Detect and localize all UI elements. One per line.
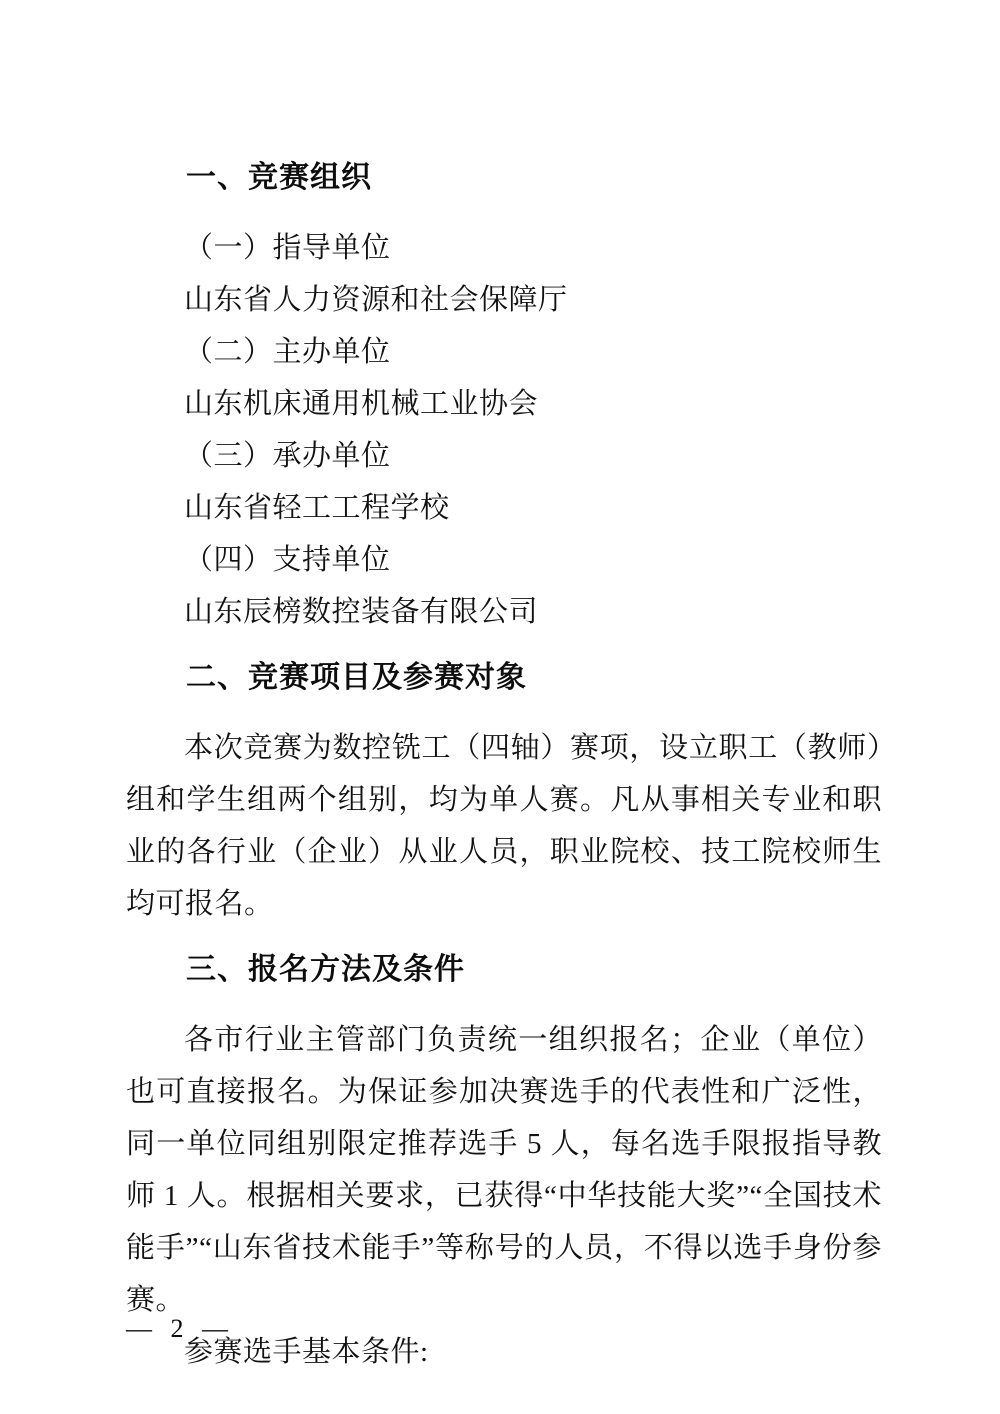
section-3-heading: 三、报名方法及条件	[186, 953, 465, 986]
section-1-item-3-unit: 山东省轻工工程学校	[184, 492, 450, 524]
section-2-paragraph: 本次竞赛为数控铣工（四轴）赛项，设立职工（教师）组和学生组两个组别，均为单人赛。凡从事相关专业和职业的各行业（企业）从业人员，职业院校、技工院校师生均可报名。	[126, 732, 882, 920]
section-1-item-4-unit: 山东辰榜数控装备有限公司	[184, 596, 539, 628]
section-1-item-4-label: （四）支持单位	[184, 544, 391, 576]
section-1-heading: 一、竞赛组织	[186, 161, 372, 194]
section-3-paragraph-2: 参赛选手基本条件:	[184, 1336, 429, 1368]
document-body	[126, 158, 882, 1378]
section-1-item-3-label: （三）承办单位	[184, 440, 391, 472]
section-1-item-1-unit: 山东省人力资源和社会保障厅	[184, 284, 568, 316]
page-number: — 2 —	[126, 1314, 234, 1343]
section-1-item-2-unit: 山东机床通用机械工业协会	[184, 388, 539, 420]
section-1-item-1-label: （一）指导单位	[184, 232, 391, 264]
section-2-heading: 二、竞赛项目及参赛对象	[186, 661, 527, 694]
section-1-item-2-label: （二）主办单位	[184, 336, 391, 368]
section-3-paragraph-1: 各市行业主管部门负责统一组织报名；企业（单位）也可直接报名。为保证参加决赛选手的代表性和广泛性，同一单位同组别限定推荐选手 5 人，每名选手限报指导教师 1 人。根据相关要求，已获得“中华技能大奖”“全国技术能手”“山东省技术能手”等称号的人员，不得以选手身份参赛。	[126, 1024, 882, 1316]
